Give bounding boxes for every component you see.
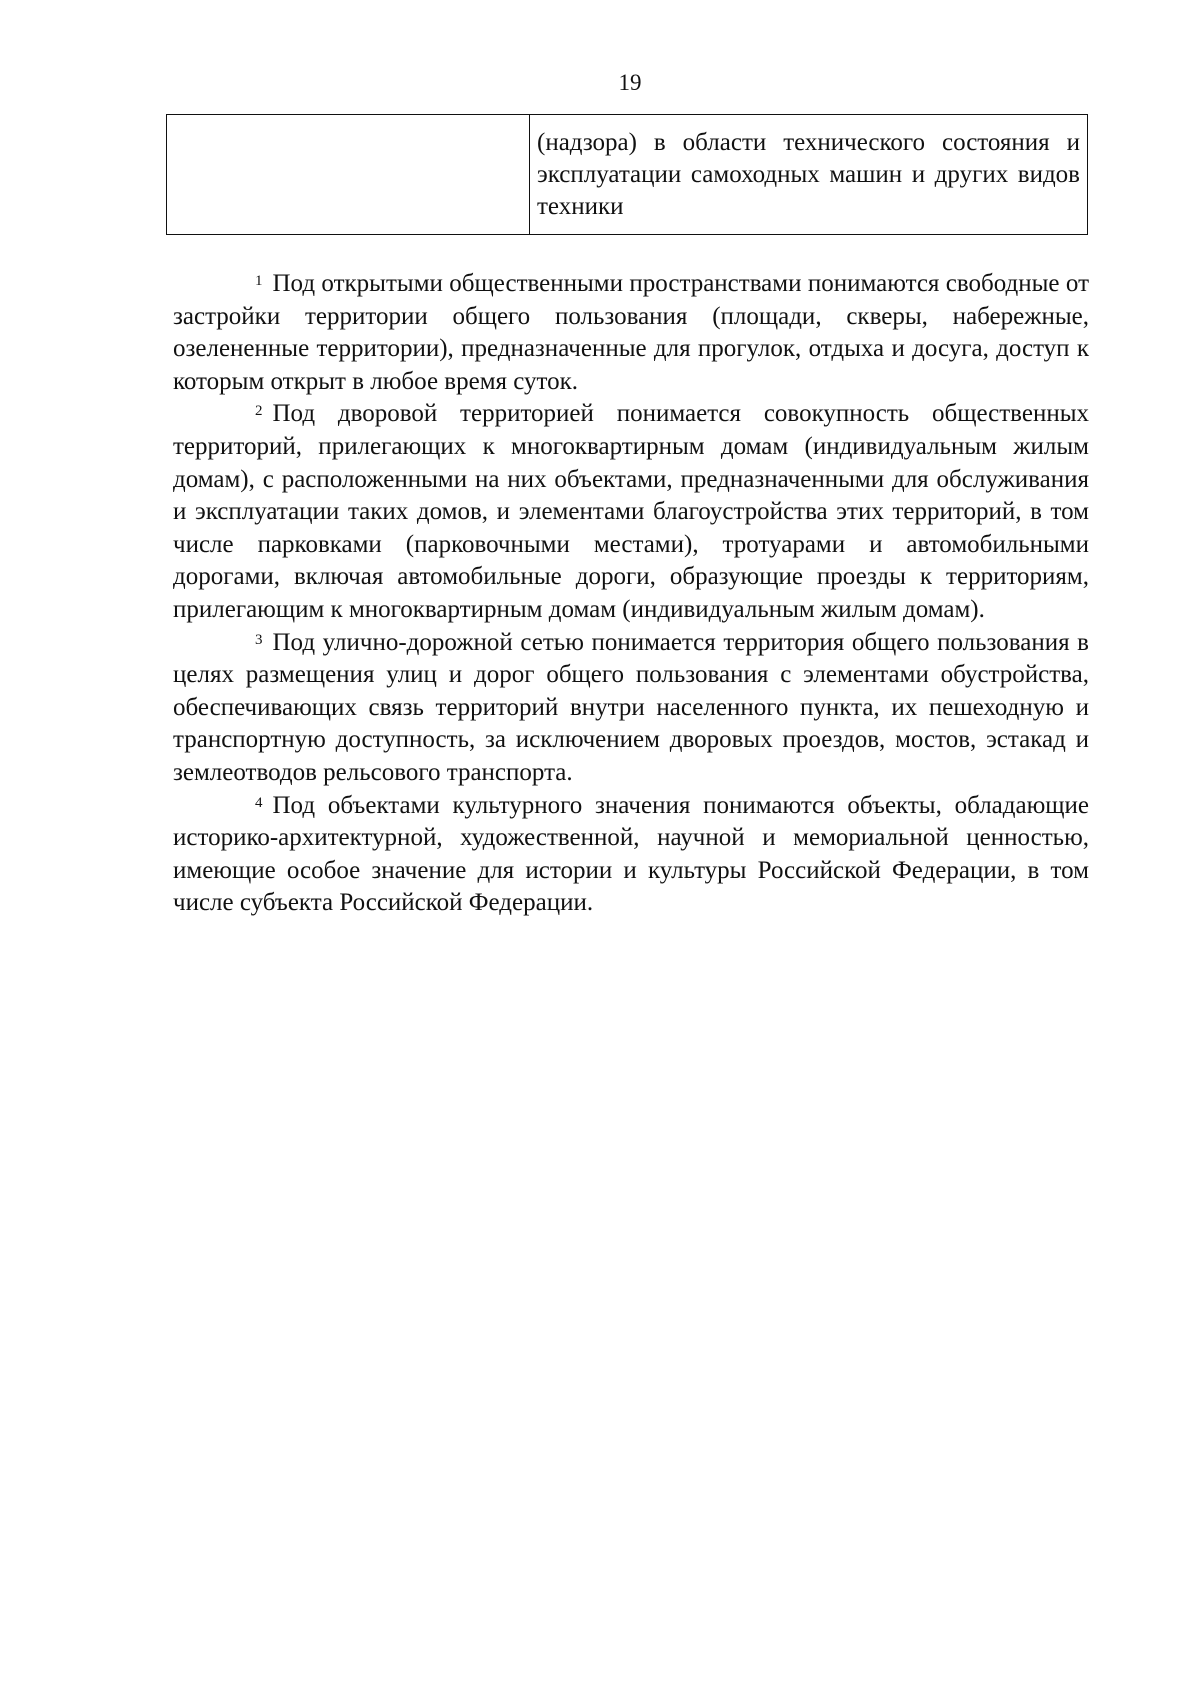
footnote-text: Под улично-дорожной сетью понимается территория общего пользования в целях размещения улиц и дорог общего пользования с элементами обустройства, обеспечивающих связь территорий внутри населенного пункта, их пешеходную и транспортную доступность, за исключением дворовых проездов, мостов, эстакад и землеотводов рельсового транспорта. (173, 628, 1089, 786)
continuation-table (166, 114, 1088, 235)
footnotes-section (173, 268, 1089, 920)
footnote-text: Под дворовой территорией понимается совокупность общественных территорий, прилегающих к многоквартирным домам (индивидуальным жилым домам), с расположенными на них объектами, предназначенными для обслуживания и эксплуатации таких домов, и элементами благоустройства этих территорий, в том числе парковками (парковочными местами), тротуарами и автомобильными дорогами, включая автомобильные дороги, образующие проезды к территориям, прилегающим к многоквартирным домам (индивидуальным жилым домам). (173, 400, 1089, 623)
footnote-mark: 4 (255, 794, 263, 811)
table-cell-empty (167, 115, 530, 235)
footnote-4 (173, 790, 1089, 920)
footnote-3 (173, 627, 1089, 790)
footnote-mark: 2 (255, 403, 263, 420)
footnote-text: Под объектами культурного значения понимаются объекты, обладающие историко-архитектурной, художественной, научной и мемориальной ценностью, имеющие особое значение для истории и культуры Российской Федерации, в том числе субъекта Российской Федерации. (173, 791, 1089, 917)
table-row (167, 115, 1088, 235)
footnote-text: Под открытыми общественными пространствами понимаются свободные от застройки территории общего пользования (площади, скверы, набережные, озелененные территории), предназначенные для прогулок, отдыха и досуга, доступ к которым открыт в любое время суток. (173, 270, 1089, 395)
page-number: 19 (618, 70, 642, 95)
footnote-1 (173, 268, 1089, 398)
footnote-2 (173, 398, 1089, 626)
footnote-mark: 1 (255, 273, 263, 289)
table-cell-text: (надзора) в области технического состояния и эксплуатации самоходных машин и других видов техники (530, 115, 1088, 235)
footnote-mark: 3 (255, 631, 263, 648)
